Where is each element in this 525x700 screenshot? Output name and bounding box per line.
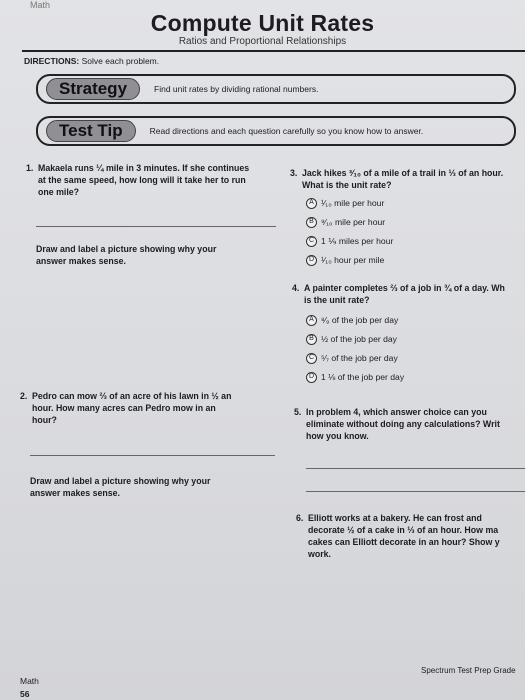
- question-6: [296, 512, 525, 560]
- header-rule: [22, 50, 525, 52]
- choice-text: ⁹⁄₁₀ mile per hour: [321, 217, 386, 227]
- choice-bubble[interactable]: C: [306, 236, 317, 247]
- answer-choice-a[interactable]: [306, 197, 393, 209]
- answer-choice-d[interactable]: [306, 371, 404, 383]
- question-text-line: What is the unit rate?: [302, 180, 392, 190]
- question-text-line: one mile?: [38, 187, 80, 197]
- instruction-line: answer makes sense.: [30, 488, 120, 498]
- answer-choice-d[interactable]: [306, 254, 393, 266]
- q1-draw-instructions: [36, 243, 286, 267]
- directions-label: DIRECTIONS:: [24, 56, 80, 66]
- test-tip-tag: Test Tip: [46, 120, 136, 142]
- question-text-line: Pedro can mow ⅔ of an acre of his lawn in ½ an: [32, 391, 232, 401]
- strategy-text: Find unit rates by dividing rational numbers.: [154, 84, 319, 94]
- choice-text: ¹⁄₁₀ mile per hour: [321, 198, 385, 208]
- question-number: 2.: [20, 391, 28, 401]
- question-text-line: A painter completes ⅔ of a job in ¾ of a day. Wh: [304, 283, 505, 293]
- choice-bubble[interactable]: D: [306, 372, 317, 383]
- header-corner-text: Math: [30, 0, 51, 10]
- question-text-line: Elliott works at a bakery. He can frost and: [308, 513, 482, 523]
- page-number: 56: [20, 689, 30, 699]
- question-number: 3.: [290, 168, 298, 178]
- question-5: [294, 406, 525, 442]
- q2-draw-instructions: [30, 475, 280, 499]
- choice-bubble[interactable]: A: [306, 198, 317, 209]
- choice-text: ½ of the job per day: [321, 334, 397, 344]
- directions-text: Solve each problem.: [81, 56, 160, 66]
- question-text-line: at the same speed, how long will it take her to run: [38, 175, 246, 185]
- answer-choice-c[interactable]: [306, 352, 404, 364]
- choice-bubble[interactable]: B: [306, 334, 317, 345]
- instruction-line: answer makes sense.: [36, 256, 126, 266]
- choice-bubble[interactable]: B: [306, 217, 317, 228]
- question-text-line: In problem 4, which answer choice can you: [306, 407, 487, 417]
- page-title: Compute Unit Rates: [150, 10, 375, 36]
- question-4: [292, 282, 525, 306]
- question-text-line: hour. How many acres can Pedro mow in an: [32, 403, 216, 413]
- footer-publisher: Spectrum Test Prep Grade: [421, 666, 516, 675]
- choice-bubble[interactable]: D: [306, 255, 317, 266]
- choice-bubble[interactable]: C: [306, 353, 317, 364]
- answer-line-q2[interactable]: [30, 455, 275, 456]
- answer-line-q1[interactable]: [36, 226, 276, 227]
- answer-line-q5-2[interactable]: [306, 491, 525, 492]
- question-text-line: cakes can Elliott decorate in an hour? Show y: [308, 537, 500, 547]
- answer-choice-b[interactable]: [306, 333, 404, 345]
- question-number: 1.: [26, 163, 34, 173]
- q3-choices: [306, 197, 393, 266]
- choice-bubble[interactable]: A: [306, 315, 317, 326]
- page-subtitle: Ratios and Proportional Relationships: [178, 36, 347, 47]
- q4-choices: [306, 314, 404, 383]
- question-number: 5.: [294, 407, 302, 417]
- choice-text: 1 ⅑ miles per hour: [321, 236, 394, 246]
- choice-text: ⁸⁄₉ of the job per day: [321, 315, 399, 325]
- question-text-line: eliminate without doing any calculations? Writ: [306, 419, 500, 429]
- test-tip-banner: [36, 116, 516, 146]
- answer-choice-b[interactable]: [306, 216, 393, 228]
- question-text-line: how you know.: [306, 431, 369, 441]
- directions: [24, 56, 159, 66]
- answer-line-q5-1[interactable]: [306, 468, 525, 469]
- question-number: 4.: [292, 283, 300, 293]
- question-text-line: is the unit rate?: [304, 295, 370, 305]
- question-text-line: Makaela runs ¼ mile in 3 minutes. If she continues: [38, 163, 250, 173]
- question-3: [290, 167, 525, 191]
- choice-text: ⁵⁄₇ of the job per day: [321, 353, 398, 363]
- choice-text: 1 ⅛ of the job per day: [321, 372, 405, 382]
- question-text-line: work.: [308, 549, 331, 559]
- instruction-line: Draw and label a picture showing why your: [36, 244, 217, 254]
- answer-choice-a[interactable]: [306, 314, 404, 326]
- strategy-tag: Strategy: [46, 78, 140, 100]
- question-number: 6.: [296, 513, 304, 523]
- question-text-line: decorate ½ of a cake in ⅓ of an hour. How ma: [308, 525, 499, 535]
- question-2: [20, 390, 280, 426]
- instruction-line: Draw and label a picture showing why your: [30, 476, 211, 486]
- question-1: [26, 162, 286, 198]
- choice-text: ¹⁄₁₀ hour per mile: [321, 255, 385, 265]
- strategy-banner: [36, 74, 516, 104]
- test-tip-text: Read directions and each question carefully so you know how to answer.: [149, 126, 424, 136]
- footer-subject: Math: [20, 676, 39, 686]
- question-text-line: hour?: [32, 415, 57, 425]
- answer-choice-c[interactable]: [306, 235, 393, 247]
- question-text-line: Jack hikes ³⁄₁₀ of a mile of a trail in ⅓ of an hour.: [302, 168, 504, 178]
